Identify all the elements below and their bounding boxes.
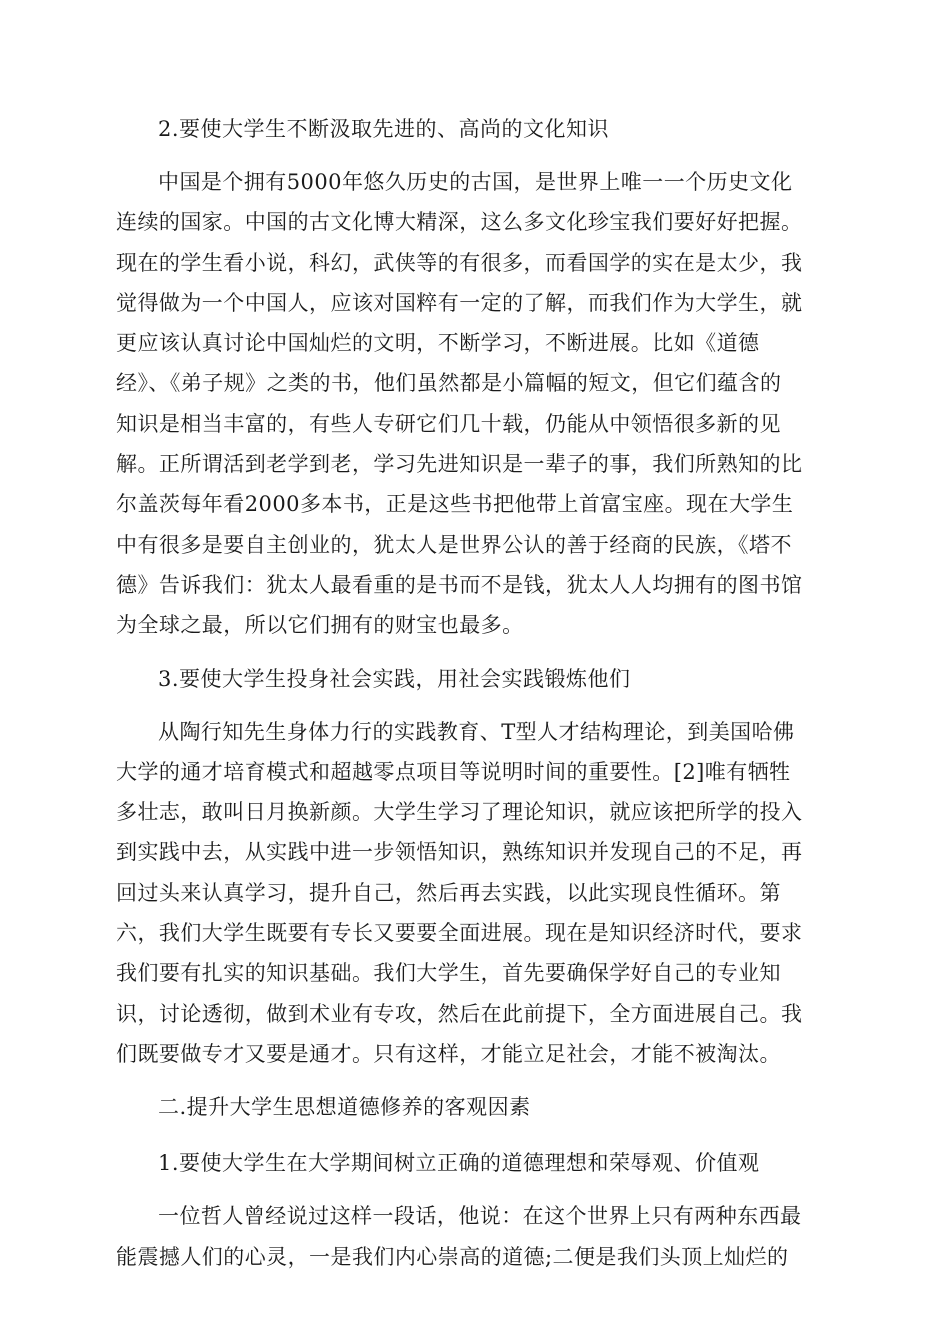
paragraph-line: 现在的学生看小说，科幻，武侠等的有很多，而看国学的实在是太少，我 bbox=[116, 250, 803, 275]
paragraph-line: 能震撼人们的心灵，一是我们内心崇高的道德;二便是我们头顶上灿烂的 bbox=[116, 1244, 789, 1269]
paragraph-line: 一位哲人曾经说过这样一段话，他说：在这个世界上只有两种东西最 bbox=[158, 1204, 802, 1229]
section-heading: 1.要使大学生在大学期间树立正确的道德理想和荣辱观、价值观 bbox=[158, 1151, 760, 1176]
paragraph-line: 德》告诉我们：犹太人最看重的是书而不是钱，犹太人人均拥有的图书馆 bbox=[116, 572, 803, 597]
paragraph bbox=[116, 1196, 834, 1277]
paragraph bbox=[116, 712, 834, 1075]
paragraph-line: 回过头来认真学习，提升自己，然后再去实践，以此实现良性循环。第 bbox=[116, 880, 781, 905]
paragraph-line: 从陶行知先生身体力行的实践教育、T型人才结构理论，到美国哈佛 bbox=[158, 719, 795, 744]
document-page bbox=[116, 106, 834, 1287]
section-heading: 二.提升大学生思想道德修养的客观因素 bbox=[158, 1095, 531, 1120]
paragraph-line: 更应该认真讨论中国灿烂的文明，不断学习，不断进展。比如《道德 bbox=[116, 331, 760, 356]
paragraph-line: 解。正所谓活到老学到老，学习先进知识是一辈子的事，我们所熟知的比 bbox=[116, 452, 803, 477]
paragraph-line: 觉得做为一个中国人，应该对国粹有一定的了解，而我们作为大学生，就 bbox=[116, 290, 803, 315]
section-heading: 3.要使大学生投身社会实践，用社会实践锻炼他们 bbox=[158, 666, 631, 691]
paragraph-line: 知识是相当丰富的，有些人专研它们几十载，仍能从中领悟很多新的见 bbox=[116, 411, 781, 436]
paragraph-line: 我们要有扎实的知识基础。我们大学生，首先要确保学好自己的专业知 bbox=[116, 961, 781, 986]
section-heading: 2.要使大学生不断汲取先进的、高尚的文化知识 bbox=[158, 117, 610, 141]
paragraph-line: 们既要做专才又要是通才。只有这样，才能立足社会，才能不被淘汰。 bbox=[116, 1041, 781, 1066]
paragraph-line: 连续的国家。中国的古文化博大精深，这么多文化珍宝我们要好好把握。 bbox=[116, 210, 803, 235]
paragraph-line: 尔盖茨每年看2000多本书，正是这些书把他带上首富宝座。现在大学生 bbox=[116, 492, 794, 517]
paragraph bbox=[116, 162, 834, 646]
paragraph-line: 识，讨论透彻，做到术业有专攻，然后在此前提下，全方面进展自己。我 bbox=[116, 1001, 803, 1026]
paragraph-line: 中有很多是要自主创业的，犹太人是世界公认的善于经商的民族，《塔不 bbox=[116, 532, 792, 557]
paragraph-line: 到实践中去，从实践中进一步领悟知识，熟练知识并发现自己的不足，再 bbox=[116, 840, 803, 865]
paragraph-line: 经》、《弟子规》之类的书，他们虽然都是小篇幅的短文，但它们蕴含的 bbox=[116, 371, 782, 396]
paragraph-line: 为全球之最，所以它们拥有的财宝也最多。 bbox=[116, 613, 524, 638]
paragraph-line: 中国是个拥有5000年悠久历史的古国，是世界上唯一一个历史文化 bbox=[158, 170, 793, 194]
paragraph-line: 大学的通才培育模式和超越零点项目等说明时间的重要性。[2]唯有牺牲 bbox=[116, 759, 791, 784]
paragraph-line: 多壮志，敢叫日月换新颜。大学生学习了理论知识，就应该把所学的投入 bbox=[116, 800, 803, 825]
paragraph-line: 六，我们大学生既要有专长又要要全面进展。现在是知识经济时代，要求 bbox=[116, 921, 803, 946]
